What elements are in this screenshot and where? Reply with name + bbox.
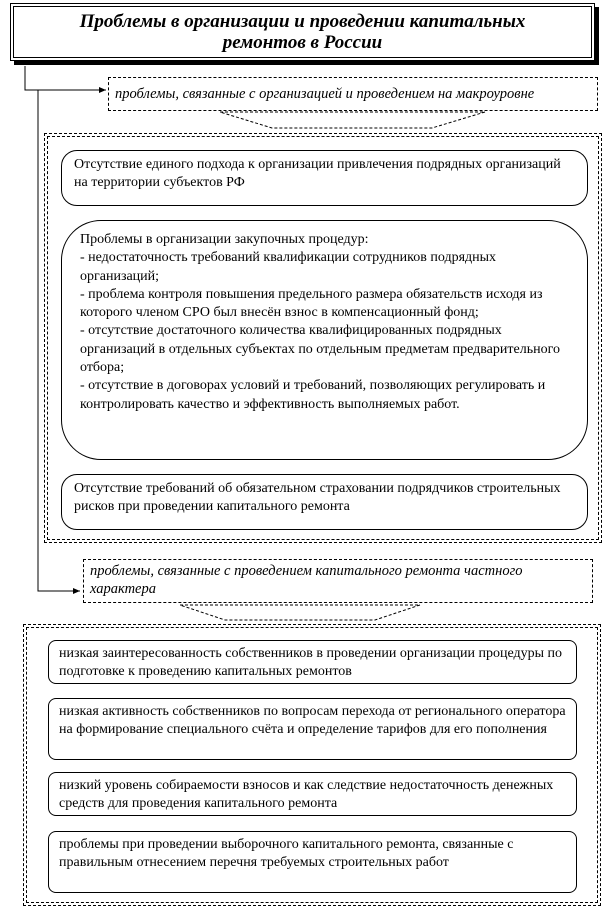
- arrow-to-macro: [25, 66, 106, 90]
- macro-item-1: [61, 150, 588, 206]
- funnel-private: [180, 605, 420, 620]
- procurement-point: - проблема контроля повышения предельного размера обязательств исходя из которого членом СРО был внесён взнос в компенсационный фонд;: [80, 286, 543, 321]
- procurement-point: - недостаточность требований квалификации сотрудников подрядных организаций;: [80, 250, 497, 284]
- procurement-heading: Проблемы в организации закупочных процедур:: [80, 232, 369, 247]
- macro-item-2-text: Отсутствие требований об обязательном страховании подрядчиков строительных рисков при проведении капитального ремонта: [74, 481, 561, 515]
- procurement-point: - отсутствие достаточного количества квалифицированных подрядных организаций в отдельных субъектах по отдельным предметам предварительного отбора;: [80, 323, 560, 376]
- macro-item-1-text: Отсутствие единого подхода к организации привлечения подрядных организаций на территории субъектов РФ: [74, 157, 561, 191]
- macro-label: [108, 77, 598, 111]
- private-item-2: [48, 698, 577, 760]
- private-item-1-text: низкая заинтересованность собственников в проведении организации процедуры по подготовке к проведению капитальных ремонтов: [59, 646, 563, 680]
- macro-item-2: [61, 474, 588, 530]
- private-item-3-text: низкий уровень собираемости взносов и как следствие недостаточность денежных средств для проведения капитального ремонта: [59, 778, 554, 812]
- private-label-text: проблемы, связанные с проведением капитального ремонта частного характера: [90, 563, 523, 597]
- private-item-2-text: низкая активность собственников по вопросам перехода от регионального оператора на формирование специального счёта и определение тарифов для его пополнения: [59, 704, 566, 738]
- diagram-title: [10, 3, 595, 61]
- private-item-4-text: проблемы при проведении выборочного капитального ремонта, связанные с правильным отнесением перечня требуемых строительных работ: [59, 837, 514, 871]
- private-label: [83, 559, 593, 603]
- title-text: Проблемы в организации и проведении капитальных ремонтов в России: [79, 11, 526, 53]
- macro-label-text: проблемы, связанные с организацией и проведением на макроуровне: [115, 86, 535, 102]
- private-item-4: [48, 831, 577, 893]
- procurement-box: [61, 220, 588, 460]
- procurement-point: - отсутствие в договорах условий и требований, позволяющих регулировать и контролировать качество и эффективность выполняемых работ.: [80, 378, 546, 412]
- private-item-3: [48, 772, 577, 816]
- funnel-macro: [220, 112, 485, 128]
- private-item-1: [48, 640, 577, 684]
